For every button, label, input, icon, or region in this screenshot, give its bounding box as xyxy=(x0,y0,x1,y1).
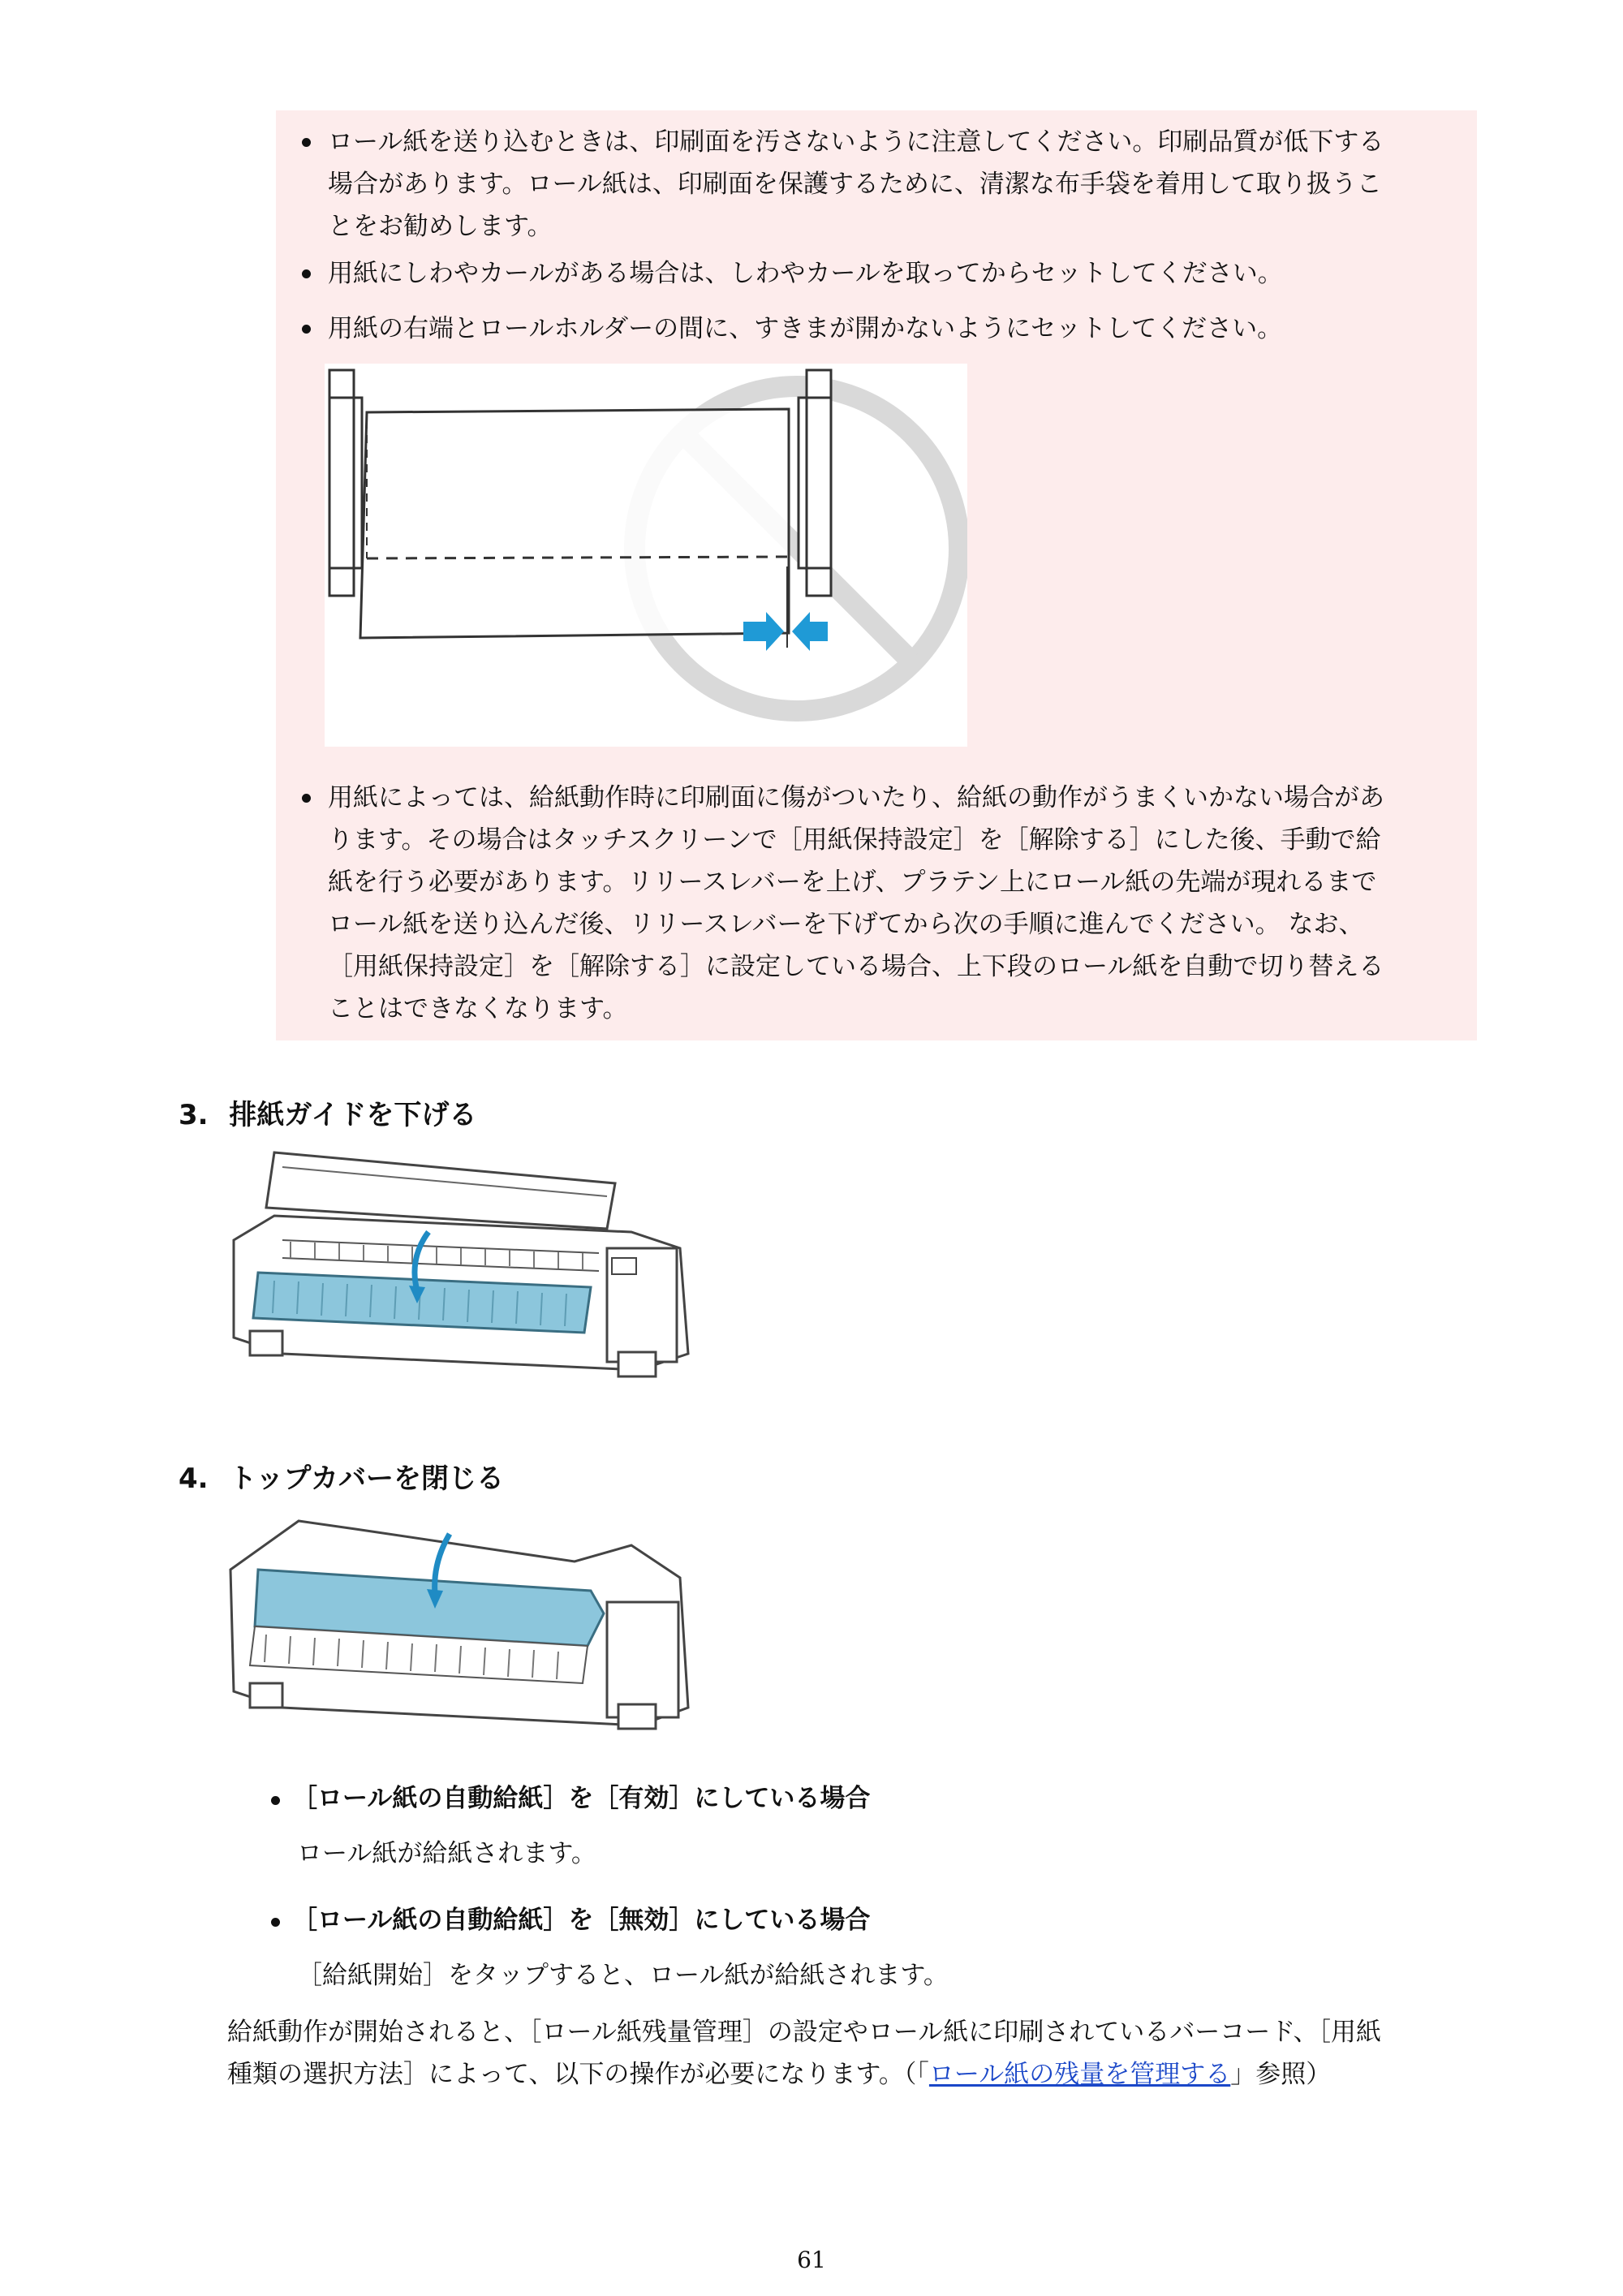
step-number: 3. xyxy=(179,1099,209,1131)
note-bullet-1-line-3: とをお勧めします。 xyxy=(328,212,553,241)
bullet-dot xyxy=(302,269,311,278)
bullet-dot xyxy=(271,1918,280,1927)
step-number: 4. xyxy=(179,1462,209,1495)
step-3-heading xyxy=(179,1092,476,1132)
note-bullet-4-line-3: 紙を行う必要があります。リリースレバーを上げ、プラテン上にロール紙の先端が現れるまで xyxy=(328,868,1377,897)
note-bullet-4-line-5: ［用紙保持設定］を［解除する］に設定している場合、上下段のロール紙を自動で切り替える xyxy=(328,952,1384,981)
step-4-heading xyxy=(179,1456,504,1496)
manage-roll-remaining-link[interactable]: ロール紙の残量を管理する xyxy=(928,2060,1231,2089)
note-bullet-4-line-6: ことはできなくなります。 xyxy=(328,994,628,1023)
printer-lower-output-guide-illustration xyxy=(226,1151,696,1386)
caution-note-box xyxy=(276,110,1477,1040)
note-bullet-2: 用紙にしわやカールがある場合は、しわやカールを取ってからセットしてください。 xyxy=(328,259,1283,288)
case-disabled-heading: ［ロール紙の自動給紙］を［無効］にしている場合 xyxy=(292,1906,871,1935)
bullet-dot xyxy=(302,794,311,803)
closing-paragraph-line-2 xyxy=(227,2053,1331,2090)
page-number: 61 xyxy=(797,2246,826,2273)
bullet-dot xyxy=(302,138,311,147)
paper-gap-prohibited-illustration xyxy=(325,364,967,747)
note-bullet-4-line-4: ロール紙を送り込んだ後、リリースレバーを下げてから次の手順に進んでください。 なお、 xyxy=(328,910,1364,939)
step-title: 排紙ガイドを下げる xyxy=(229,1099,477,1131)
closing-text-suffix: 」参照） xyxy=(1230,2060,1332,2089)
bullet-dot xyxy=(271,1796,280,1805)
bullet-dot xyxy=(302,325,311,334)
closing-paragraph-line-1: 給紙動作が開始されると、［ロール紙残量管理］の設定やロール紙に印刷されているバーコード、［用紙 xyxy=(227,2018,1381,2047)
closing-text-prefix: 種類の選択方法］によって、以下の操作が必要になります。（「 xyxy=(227,2060,929,2089)
note-bullet-3: 用紙の右端とロールホルダーの間に、すきまが開かないようにセットしてください。 xyxy=(328,314,1283,343)
note-bullet-1-line-2: 場合があります。ロール紙は、印刷面を保護するために、清潔な布手袋を着用して取り扱うこ xyxy=(328,170,1382,199)
printer-close-top-cover-illustration xyxy=(226,1513,696,1740)
note-bullet-4-line-1: 用紙によっては、給紙動作時に印刷面に傷がついたり、給紙の動作がうまくいかない場合があ xyxy=(328,783,1384,812)
note-bullet-1-line-1: ロール紙を送り込むときは、印刷面を汚さないように注意してください。印刷品質が低下する xyxy=(328,127,1384,157)
note-bullet-4-line-2: ります。その場合はタッチスクリーンで［用紙保持設定］を［解除する］にした後、手動で給 xyxy=(328,825,1381,855)
step-title: トップカバーを閉じる xyxy=(229,1462,505,1495)
case-enabled-body: ロール紙が給紙されます。 xyxy=(297,1839,596,1868)
case-disabled-body: ［給紙開始］をタップすると、ロール紙が給紙されます。 xyxy=(297,1961,949,1990)
case-enabled-heading: ［ロール紙の自動給紙］を［有効］にしている場合 xyxy=(292,1784,871,1813)
